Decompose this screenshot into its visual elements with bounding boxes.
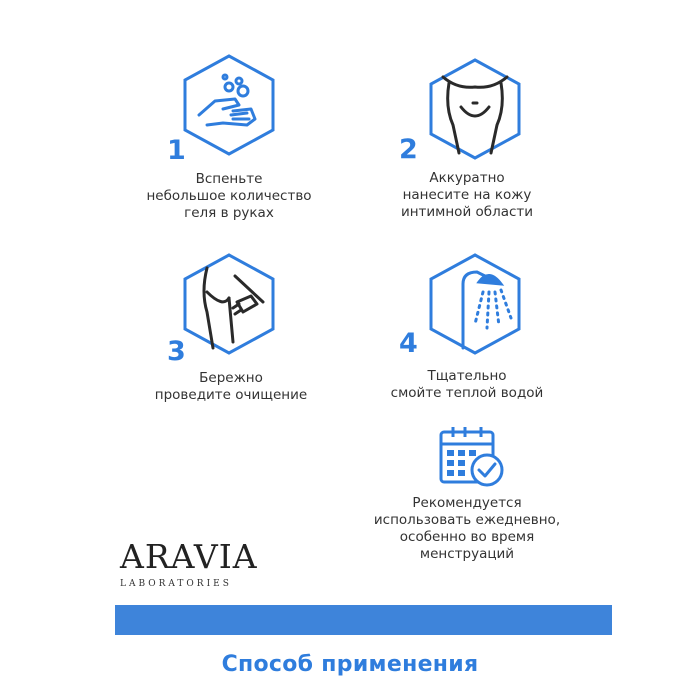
recommendation-text: Рекомендуется использовать ежедневно, особенно во время менструаций <box>373 495 561 562</box>
hexagon-frame <box>423 57 527 161</box>
step-number: 1 <box>167 135 186 166</box>
hand-washing-body-icon <box>204 268 263 348</box>
calendar-check-icon <box>437 424 507 490</box>
step-number: 4 <box>399 328 418 359</box>
hands-lathering-icon <box>199 75 255 125</box>
hexagon-frame <box>177 53 281 157</box>
step-caption: Бережно проведите очищение <box>154 370 308 403</box>
body-intimate-area-icon <box>443 77 507 153</box>
step-caption: Тщательно смойте теплой водой <box>390 368 544 401</box>
brand-name: ARAVIA <box>120 537 258 576</box>
brand-subtitle: LABORATORIES <box>120 579 232 589</box>
hexagon-frame <box>177 252 281 356</box>
step-caption: Аккуратно нанесите на кожу интимной области <box>400 170 534 220</box>
page-title: Способ применения <box>221 652 479 677</box>
step-number: 3 <box>167 336 186 367</box>
brand-logo <box>120 537 270 589</box>
hexagon-frame <box>423 252 527 356</box>
step-caption: Вспеньте небольшое количество геля в руках <box>146 171 312 221</box>
accent-bar <box>115 605 612 635</box>
step-number: 2 <box>399 134 418 165</box>
